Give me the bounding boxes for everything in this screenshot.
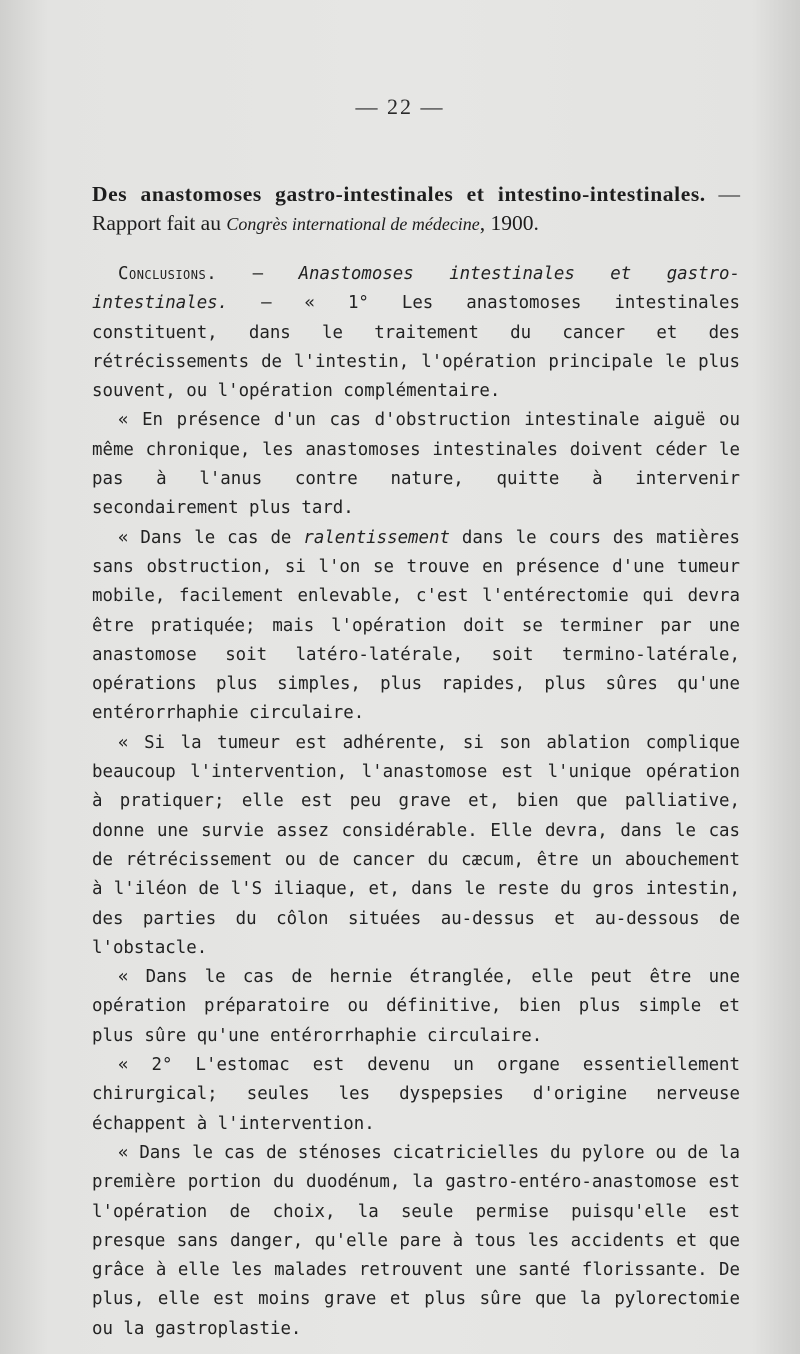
paragraph-1: « En présence d'un cas d'obstruction intestinale aiguë ou même chronique, les anastomoses intestinales doivent céder le pas à l'anus contre nature, quitte à intervenir secondairement plus tard. bbox=[92, 410, 740, 519]
conclusions-dash: — bbox=[217, 264, 299, 284]
paragraph-2 bbox=[92, 524, 740, 729]
heading-year: , 1900. bbox=[479, 211, 539, 235]
conclusions-rest: — « 1° Les anastomoses intestinales constituent, dans le traitement du cancer et des rétrécissements de l'intestin, l'opération principale le plus souvent, ou l'opération complémentaire. bbox=[92, 293, 740, 402]
heading-title: Des anastomoses gastro-intestinales et intestino-intestinales. bbox=[92, 182, 706, 206]
heading-publication: Congrès international de médecine bbox=[226, 214, 480, 234]
paragraph-6: « Dans le cas de sténoses cicatricielles du pylore ou de la première portion du duodénum, la gastro-entéro-anastomose est l'opération de choix, la seule permise puisqu'elle est presque sans danger, qu'elle pare à tous les accidents et que grâce à elle les malades retrouvent une santé florissante. De plus, elle est moins grave et plus sûre que la pylorectomie ou la gastroplastie. bbox=[92, 1142, 740, 1339]
section-heading bbox=[92, 180, 740, 239]
paragraph-2-end: dans le cours des matières sans obstruction, si l'on se trouve en présence d'une tumeur mobile, facilement enlevable, c'est l'entérectomie qui devra être pratiquée; mais l'opération doit se terminer par une anastomose soit latéro-latérale, soit termino-latérale, opérations plus simples, plus rapides, plus sûres qu'une entérorrhaphie circulaire. bbox=[92, 527, 740, 724]
heading-lead: — Rapport fait au bbox=[92, 182, 741, 235]
page-number: — 22 — bbox=[355, 94, 445, 119]
conclusions-label: Conclusions. bbox=[118, 264, 218, 284]
paragraph-5: « 2° L'estomac est devenu un organe essentiellement chirurgical; seules les dyspepsies d'origine nerveuse échappent à l'intervention. bbox=[92, 1055, 740, 1134]
paragraph-4: « Dans le cas de hernie étranglée, elle peut être une opération préparatoire ou définitive, bien plus simple et plus sûre qu'une entérorrhaphie circulaire. bbox=[92, 967, 740, 1046]
conclusions-paragraph bbox=[92, 260, 740, 406]
conclusions-subject: Anastomoses intestinales et gastro-intestinales. bbox=[92, 264, 740, 314]
body-text bbox=[92, 260, 740, 1344]
paragraph-2-emphasis: ralentissement bbox=[303, 527, 450, 548]
paragraph-3: « Si la tumeur est adhérente, si son ablation complique beaucoup l'intervention, l'anastomose est l'unique opération à pratiquer; elle est peu grave et, bien que palliative, donne une survie assez considérable. Elle devra, dans le cas de rétrécissement ou de cancer du cæcum, être un abouchement à l'iléon de l'S iliaque, et, dans le reste du gros intestin, des parties du côlon situées au-dessus et au-dessous de l'obstacle. bbox=[92, 732, 740, 958]
paragraph-2-start: « Dans le cas de bbox=[118, 527, 304, 548]
